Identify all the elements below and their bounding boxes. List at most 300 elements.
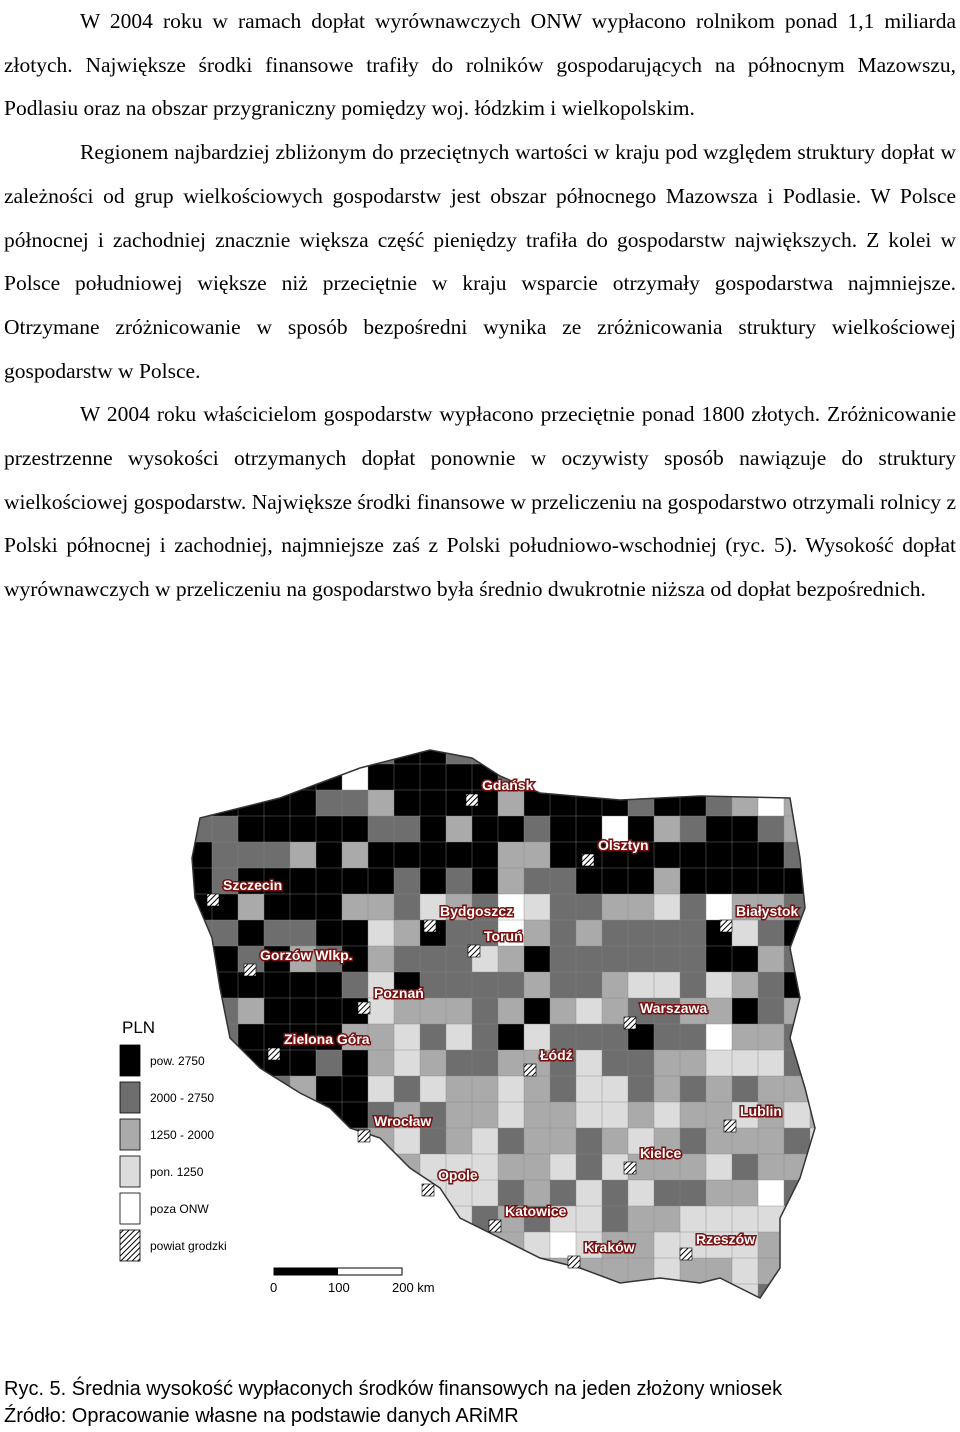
map-region [628, 1102, 655, 1129]
map-region [784, 1310, 811, 1337]
map-region [784, 946, 811, 973]
city-marker [207, 894, 219, 906]
map-region [212, 920, 239, 947]
map-region [680, 738, 707, 765]
map-region [602, 1128, 629, 1155]
map-region [420, 972, 447, 999]
map-region [732, 738, 759, 765]
map-region [732, 1050, 759, 1077]
map-region [602, 1180, 629, 1207]
map-region [446, 1076, 473, 1103]
map-region [238, 738, 265, 765]
map-region [238, 920, 265, 947]
map-region [368, 790, 395, 817]
map-region [602, 1050, 629, 1077]
map-region [732, 920, 759, 947]
map-region [472, 972, 499, 999]
map-region [654, 946, 681, 973]
map-region [342, 1206, 369, 1233]
map-region [654, 868, 681, 895]
map-region [368, 868, 395, 895]
city-marker [720, 920, 732, 932]
map-region [186, 868, 213, 895]
map-region [420, 1050, 447, 1077]
map-region [810, 738, 820, 765]
map-region [628, 1076, 655, 1103]
map-region [524, 1154, 551, 1181]
map-region [498, 842, 525, 869]
legend-title: PLN [122, 1018, 156, 1037]
map-region [732, 972, 759, 999]
map-region [732, 946, 759, 973]
map-region [368, 1206, 395, 1233]
map-region [394, 790, 421, 817]
map-region [264, 1336, 291, 1363]
map-region [680, 790, 707, 817]
map-region [316, 790, 343, 817]
map-region [264, 790, 291, 817]
map-region [264, 816, 291, 843]
map-region [238, 1024, 265, 1051]
map-region [758, 1336, 785, 1363]
city-label: Lublin [740, 1103, 782, 1119]
map-region [550, 946, 577, 973]
map-region [810, 1154, 820, 1181]
map-region [680, 1076, 707, 1103]
map-region [212, 1128, 239, 1155]
map-region [316, 868, 343, 895]
map-region [576, 998, 603, 1025]
map-region [420, 868, 447, 895]
map-region [212, 1076, 239, 1103]
city-marker [466, 794, 478, 806]
map-region [394, 946, 421, 973]
map-region [732, 1076, 759, 1103]
map-region [342, 868, 369, 895]
map-region [342, 842, 369, 869]
map-region [680, 946, 707, 973]
map-region [290, 1102, 317, 1129]
map-region [160, 1310, 187, 1337]
map-region [316, 920, 343, 947]
map-region [264, 738, 291, 765]
map-region [472, 1076, 499, 1103]
map-region [576, 1206, 603, 1233]
map-region [758, 946, 785, 973]
map-region [784, 1102, 811, 1129]
map-region [550, 764, 577, 791]
map-region [420, 1206, 447, 1233]
map-region [550, 1336, 577, 1363]
map-region [550, 1128, 577, 1155]
map-region [186, 1310, 213, 1337]
map-region [160, 868, 187, 895]
map-region [160, 894, 187, 921]
map-region [316, 764, 343, 791]
map-region [732, 1206, 759, 1233]
map-region [654, 972, 681, 999]
map-region [550, 998, 577, 1025]
map-region [706, 738, 733, 765]
map-region [472, 868, 499, 895]
map-region [524, 1076, 551, 1103]
map-region [810, 894, 820, 921]
map-region [654, 1102, 681, 1129]
map-region [628, 764, 655, 791]
map-region [290, 1154, 317, 1181]
map-region [342, 1232, 369, 1259]
map-region [186, 842, 213, 869]
map-region [316, 1102, 343, 1129]
map-region [524, 868, 551, 895]
map-region [238, 1180, 265, 1207]
map-region [472, 998, 499, 1025]
map-region [732, 1024, 759, 1051]
city-label: Zielona Góra [284, 1031, 370, 1047]
map-region [160, 1102, 187, 1129]
map-region [290, 842, 317, 869]
legend-swatch [120, 1156, 140, 1187]
map-region [446, 1128, 473, 1155]
map-region [342, 894, 369, 921]
map-region [784, 920, 811, 947]
map-region [498, 1284, 525, 1311]
map-region [706, 790, 733, 817]
map-region [628, 946, 655, 973]
map-region [160, 738, 187, 765]
legend-swatch [120, 1193, 140, 1224]
legend-label: pon. 1250 [150, 1165, 204, 1179]
map-region [212, 1258, 239, 1285]
map-region [784, 1258, 811, 1285]
map-region [264, 1154, 291, 1181]
map-region [576, 1076, 603, 1103]
map-region [498, 1102, 525, 1129]
map-region [316, 1180, 343, 1207]
map-region [264, 1284, 291, 1311]
map-region [524, 1232, 551, 1259]
map-region [212, 738, 239, 765]
map-region [264, 842, 291, 869]
map-region [654, 1336, 681, 1363]
map-region [654, 842, 681, 869]
paragraph-2: Regionem najbardziej zbliżonym do przeciętnych wartości w kraju pod względem struktury dopłat w zależności od grup wielkościowych gospodarstw jest obszar północnego Mazowsza i Podlasie. W Polsce północnej i zachodniej znacznie większa część pieniędzy trafiła do gospodarstw największych. Z kolei w Polsce południowej większe niż przeciętnie w kraju wsparcie otrzymały gospodarstwa najmniejsze. Otrzymane zróżnicowanie w sposób bezpośredni wynika ze zróżnicowania struktury wielkościowej gospodarstw w Polsce. [4, 140, 956, 383]
map-region [368, 1180, 395, 1207]
city-label: Wrocław [374, 1113, 432, 1129]
map-region [212, 816, 239, 843]
map-region [680, 894, 707, 921]
map-region [732, 998, 759, 1025]
city-marker [468, 945, 480, 957]
map-region [212, 1154, 239, 1181]
map-region [290, 972, 317, 999]
legend-swatch [120, 1230, 140, 1261]
city-label: Olsztyn [598, 837, 649, 853]
map-region [160, 1024, 187, 1051]
map-region [784, 738, 811, 765]
map-region [472, 1336, 499, 1363]
map-region [264, 894, 291, 921]
map-region [446, 816, 473, 843]
city-marker [489, 1220, 501, 1232]
map-region [524, 842, 551, 869]
map-region [420, 946, 447, 973]
map-region [290, 1206, 317, 1233]
map-region [758, 1310, 785, 1337]
map-region [446, 1284, 473, 1311]
map-region [810, 842, 820, 869]
map-region [446, 920, 473, 947]
city-label: Gdańsk [482, 777, 534, 793]
map-region [498, 1258, 525, 1285]
map-region [316, 1206, 343, 1233]
map-region [160, 920, 187, 947]
map-region [810, 1336, 820, 1363]
map-region [810, 1024, 820, 1051]
map-region [576, 1180, 603, 1207]
map-region [524, 1284, 551, 1311]
map-region [706, 1336, 733, 1363]
map-figure [100, 738, 820, 1378]
map-region [316, 1336, 343, 1363]
city-label: Gorzów Wlkp. [260, 947, 353, 963]
map-region [446, 1050, 473, 1077]
paragraph-1: W 2004 roku w ramach dopłat wyrównawczych ONW wypłacono rolnikom ponad 1,1 miliarda złotych. Największe środki finansowe trafiły do rolników gospodarujących na północnym Mazowszu, Podlasiu oraz na obszar przygraniczny pomiędzy woj. łódzkim i wielkopolskim. [4, 9, 956, 121]
map-region [238, 816, 265, 843]
map-region [264, 1310, 291, 1337]
map-region [420, 1076, 447, 1103]
map-region [810, 816, 820, 843]
map-region [680, 764, 707, 791]
map-region [316, 1232, 343, 1259]
city-marker [680, 1248, 692, 1260]
map-region [810, 1050, 820, 1077]
city-marker [624, 1162, 636, 1174]
legend-swatch [120, 1045, 140, 1076]
map-region [680, 1284, 707, 1311]
map-region [706, 1050, 733, 1077]
map-region [524, 1336, 551, 1363]
map-region [160, 946, 187, 973]
map-region [368, 1336, 395, 1363]
map-region [706, 946, 733, 973]
legend-label: powiat grodzki [150, 1239, 227, 1253]
map-region [524, 1310, 551, 1337]
map-region [680, 1128, 707, 1155]
map-region [706, 816, 733, 843]
map-region [316, 738, 343, 765]
map-region [264, 1128, 291, 1155]
map-region [446, 1102, 473, 1129]
map-region [316, 998, 343, 1025]
map-region [160, 1336, 187, 1363]
legend-label: poza ONW [150, 1202, 209, 1216]
map-region [576, 972, 603, 999]
map-region [472, 816, 499, 843]
map-region [160, 1258, 187, 1285]
city-label: Bydgoszcz [440, 903, 514, 919]
map-region [680, 1154, 707, 1181]
map-region [732, 790, 759, 817]
map-region [758, 1180, 785, 1207]
map-region [680, 1310, 707, 1337]
map-region [420, 790, 447, 817]
scale-bar-segment [274, 1268, 338, 1275]
city-label: Kraków [584, 1239, 635, 1255]
map-region [576, 1102, 603, 1129]
map-region [498, 1336, 525, 1363]
map-region [212, 1180, 239, 1207]
map-region [420, 842, 447, 869]
map-region [264, 1232, 291, 1259]
city-marker [358, 1002, 370, 1014]
map-region [602, 946, 629, 973]
map-region [810, 972, 820, 999]
map-region [550, 1284, 577, 1311]
map-region [238, 1102, 265, 1129]
map-region [576, 790, 603, 817]
map-region [524, 1102, 551, 1129]
city-label: Warszawa [640, 1000, 708, 1016]
map-region [706, 1206, 733, 1233]
city-marker [524, 1064, 536, 1076]
map-region [264, 764, 291, 791]
map-region [732, 816, 759, 843]
map-region [446, 1310, 473, 1337]
map-region [342, 816, 369, 843]
map-region [654, 1076, 681, 1103]
map-region [550, 1154, 577, 1181]
map-region [368, 1284, 395, 1311]
map-region [394, 1050, 421, 1077]
map-region [498, 1232, 525, 1259]
map-region [342, 1076, 369, 1103]
map-region [368, 1310, 395, 1337]
scale-bar [270, 1268, 435, 1295]
map-region [186, 1024, 213, 1051]
map-region [264, 1102, 291, 1129]
map-region [420, 816, 447, 843]
map-region [576, 764, 603, 791]
map-region [212, 972, 239, 999]
city-marker [624, 1017, 636, 1029]
map-region [290, 1310, 317, 1337]
city-marker [724, 1120, 736, 1132]
map-region [784, 1024, 811, 1051]
map-region [758, 764, 785, 791]
map-region [420, 1128, 447, 1155]
map-region [212, 842, 239, 869]
map-region [524, 1128, 551, 1155]
map-region [472, 1102, 499, 1129]
map-region [446, 972, 473, 999]
map-region [628, 1284, 655, 1311]
map-region [264, 998, 291, 1025]
map-region [602, 920, 629, 947]
map-region [342, 1310, 369, 1337]
map-region [784, 1284, 811, 1311]
map-region [758, 868, 785, 895]
map-region [290, 1050, 317, 1077]
map-region [628, 1180, 655, 1207]
map-region [212, 1102, 239, 1129]
map-region [498, 790, 525, 817]
map-region [238, 1076, 265, 1103]
map-region [654, 1206, 681, 1233]
figure-caption: Ryc. 5. Średnia wysokość wypłaconych środków finansowych na jeden złożony wniosek [4, 1378, 783, 1400]
map-region [368, 842, 395, 869]
map-region [290, 1232, 317, 1259]
map-region [368, 1050, 395, 1077]
map-region [394, 998, 421, 1025]
map-region [290, 998, 317, 1025]
map-region [654, 790, 681, 817]
map-region [290, 1180, 317, 1207]
map-region [160, 1284, 187, 1311]
map-region [680, 842, 707, 869]
map-region [368, 1232, 395, 1259]
map-region [316, 1310, 343, 1337]
map-region [550, 1102, 577, 1129]
map-region [628, 738, 655, 765]
scale-tick-label: 0 [270, 1280, 278, 1295]
map-region [758, 1128, 785, 1155]
map-region [550, 738, 577, 765]
map-region [576, 1336, 603, 1363]
city-label: Toruń [484, 928, 523, 944]
map-region [446, 738, 473, 765]
map-region [732, 1310, 759, 1337]
map-region [576, 894, 603, 921]
map-region [628, 920, 655, 947]
map-region [732, 1284, 759, 1311]
map-region [368, 816, 395, 843]
map-region [654, 1180, 681, 1207]
map-region [368, 1024, 395, 1051]
map-region [810, 1206, 820, 1233]
map-region [550, 920, 577, 947]
map-region [342, 1336, 369, 1363]
map-region [290, 1128, 317, 1155]
map-region [628, 894, 655, 921]
map-region [342, 764, 369, 791]
scale-tick-label: 200 km [392, 1280, 435, 1295]
map-region [550, 1076, 577, 1103]
map-region [342, 920, 369, 947]
map-region [498, 1128, 525, 1155]
map-region [394, 842, 421, 869]
map-region [784, 1076, 811, 1103]
map-region [238, 1336, 265, 1363]
map-region [680, 972, 707, 999]
map-region [758, 842, 785, 869]
map-region [368, 920, 395, 947]
city-label: Rzeszów [696, 1231, 756, 1247]
body-text [4, 0, 956, 612]
map-region [290, 790, 317, 817]
map-region [238, 998, 265, 1025]
map-region [732, 1336, 759, 1363]
map-region [316, 972, 343, 999]
map-region [524, 920, 551, 947]
city-label: Białystok [736, 903, 799, 919]
map-region [368, 1154, 395, 1181]
map-region [628, 868, 655, 895]
map-region [654, 816, 681, 843]
map-region [264, 920, 291, 947]
map-region [810, 920, 820, 947]
map-region [472, 1310, 499, 1337]
